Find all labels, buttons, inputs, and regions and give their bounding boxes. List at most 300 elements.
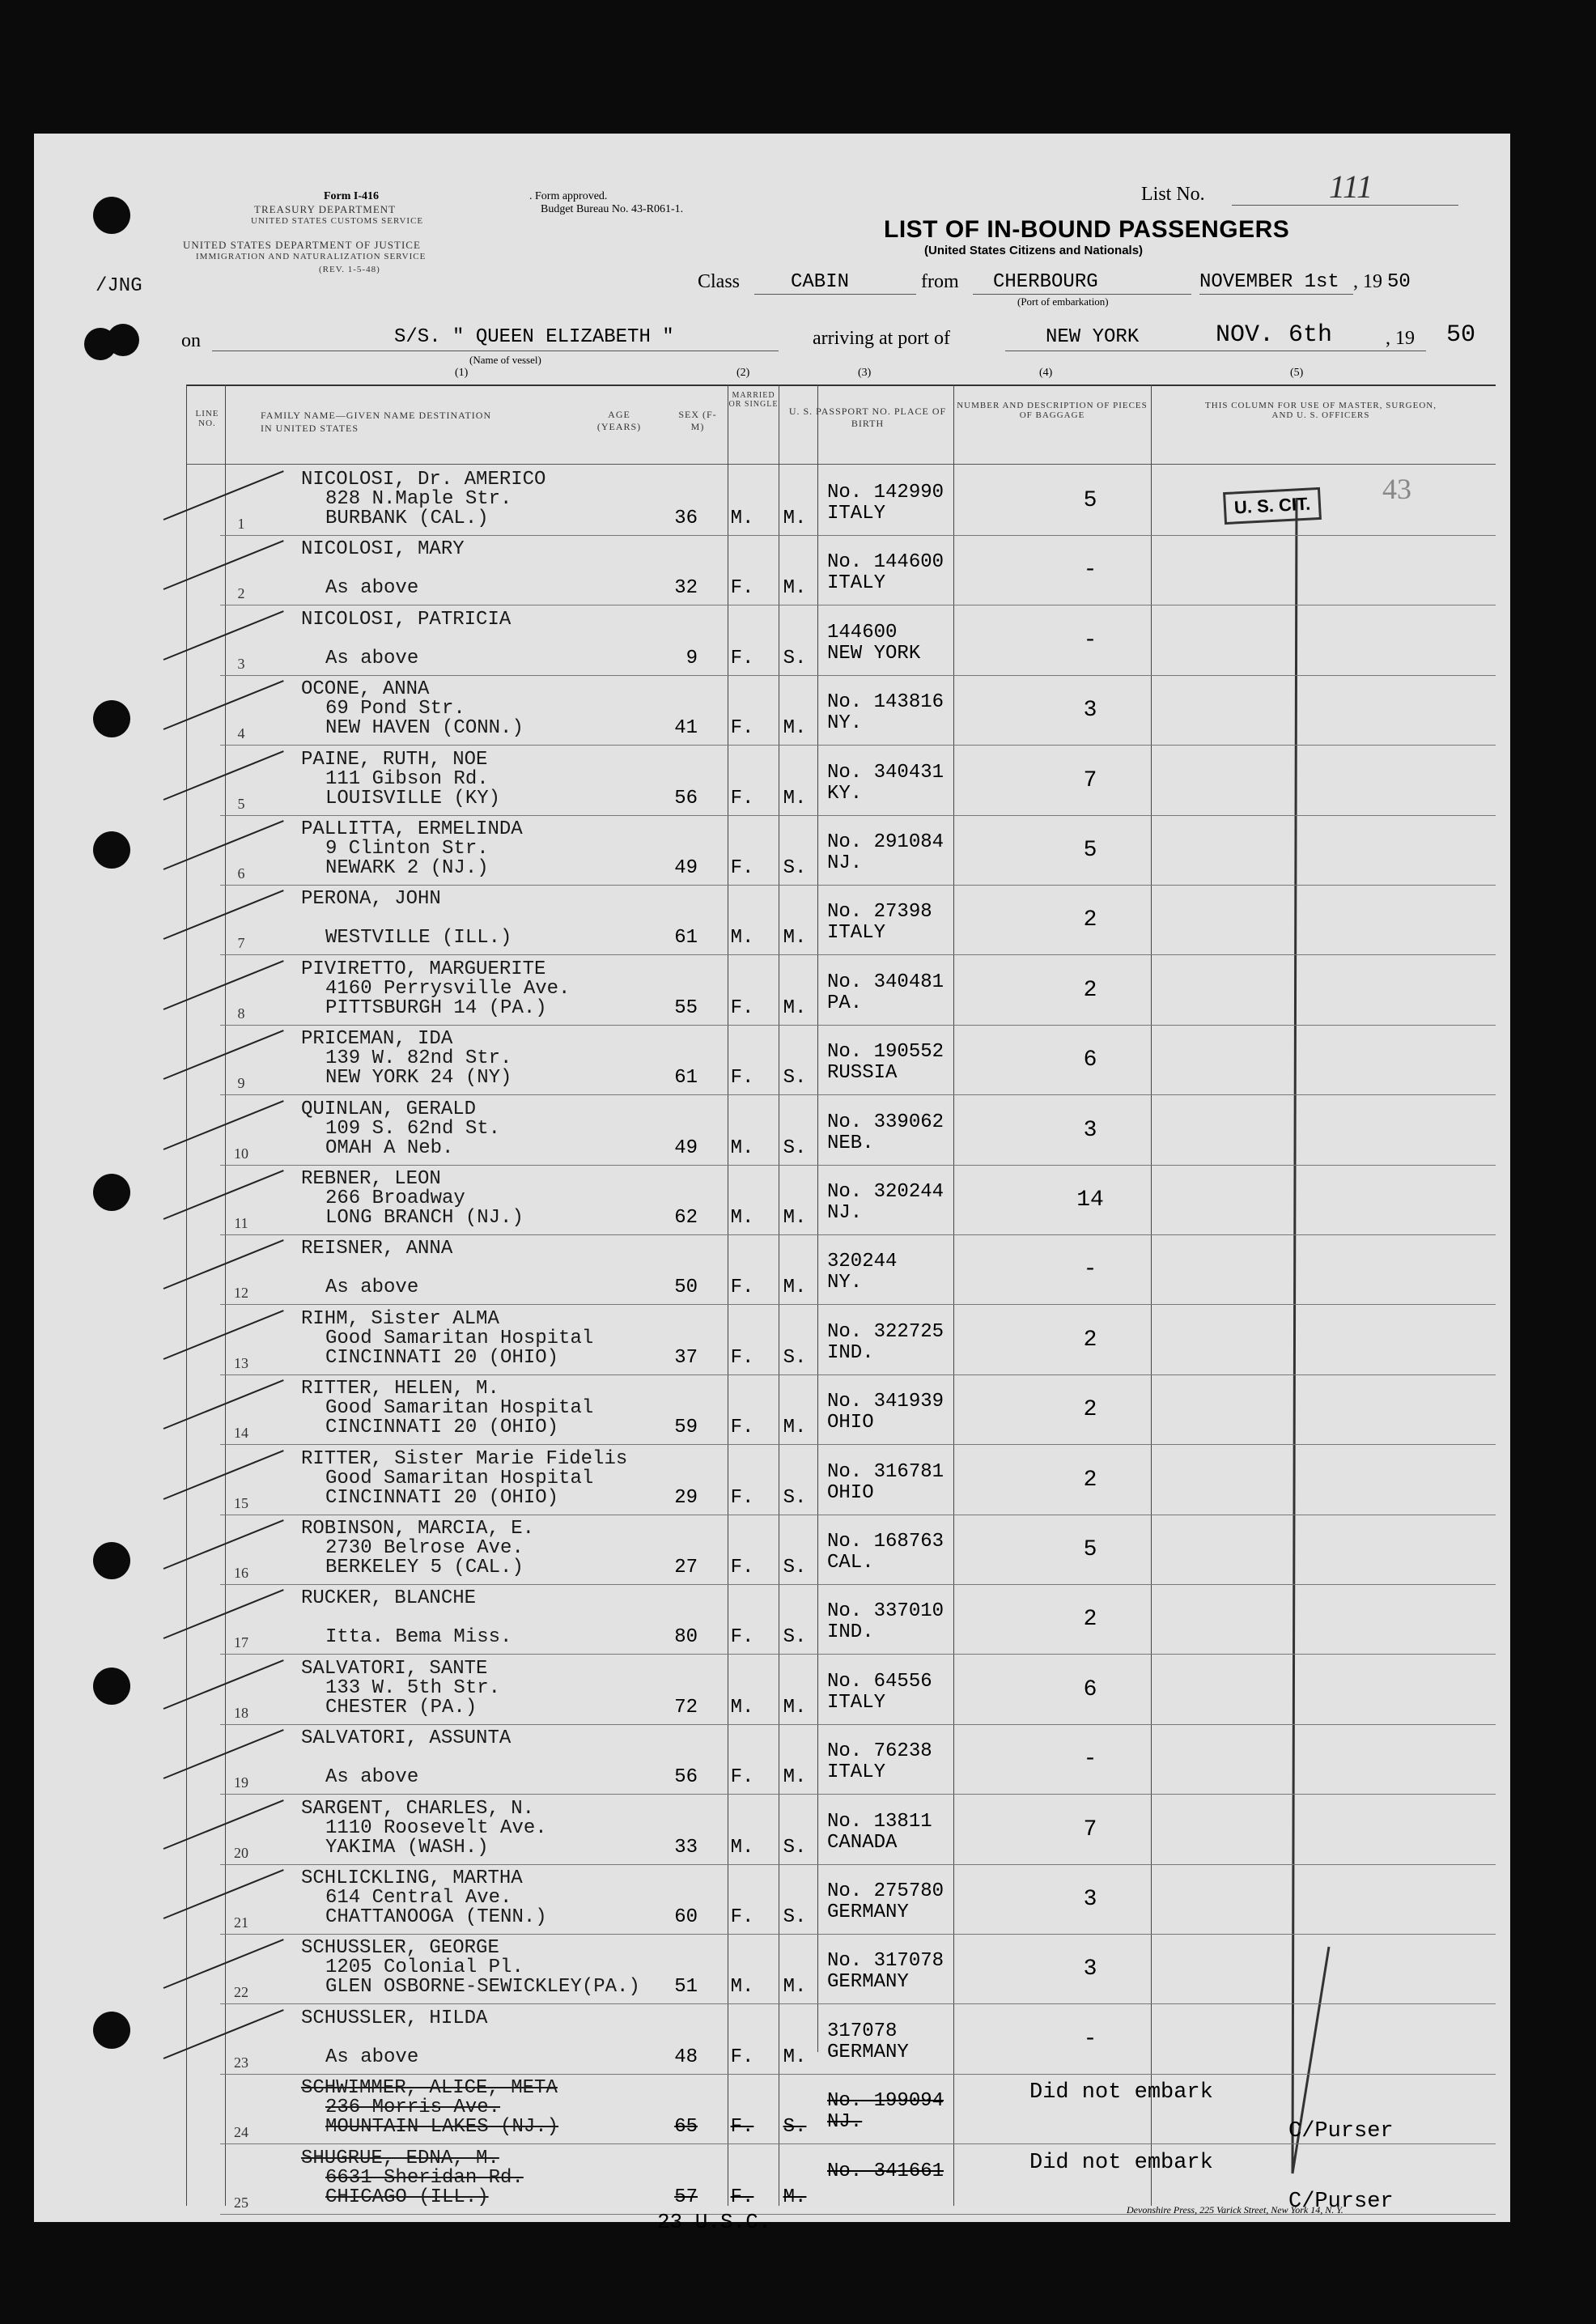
baggage-count: 2: [1083, 1607, 1097, 1633]
on-label: on: [181, 330, 201, 351]
destination: CHATTANOOGA (TENN.): [325, 1906, 547, 1928]
passport-number: 144600: [827, 621, 898, 644]
purser-signature-title: C/Purser: [1288, 2119, 1394, 2144]
line-number: 23: [234, 2054, 248, 2071]
marital-status: M.: [783, 508, 807, 529]
line-number: 21: [234, 1914, 248, 1931]
marital-status: M.: [783, 577, 807, 600]
marital-status: M.: [783, 1417, 807, 1439]
table-row: [220, 885, 1496, 955]
passport-number: No. 190552: [827, 1041, 944, 1064]
sex-value: F.: [730, 2116, 754, 2139]
destination: WESTVILLE (ILL.): [325, 927, 512, 950]
table-row: [220, 1234, 1496, 1305]
marital-status: M.: [783, 996, 807, 1019]
passport-number: No. 275780: [827, 1880, 944, 1902]
age-value: 61: [674, 927, 698, 950]
age-value: 65: [674, 2116, 698, 2139]
passenger-name: SCHWIMMER, ALICE, META: [301, 2077, 558, 2100]
age-value: 37: [674, 1346, 698, 1369]
col-header-officers: THIS COLUMN FOR USE OF MASTER, SURGEON, AND U. S. OFFICERS: [1205, 401, 1437, 420]
age-value: 61: [674, 1067, 698, 1090]
table-row: [220, 1795, 1496, 1865]
sex-value: M.: [730, 927, 754, 950]
passenger-name: NICOLOSI, MARY: [301, 538, 465, 561]
address-line: 139 W. 82nd Str.: [325, 1047, 512, 1070]
address-line: 1205 Colonial Pl.: [325, 1956, 524, 1979]
destination: As above: [325, 1277, 419, 1299]
passport-number: No. 316781: [827, 1460, 944, 1483]
baggage-count: 5: [1083, 1537, 1097, 1562]
baggage-count: -: [1083, 627, 1097, 653]
passenger-name: RIHM, Sister ALMA: [301, 1307, 499, 1330]
table-row: [220, 465, 1496, 536]
baggage-count: -: [1083, 1747, 1097, 1773]
sex-value: F.: [730, 857, 754, 879]
marital-status: M.: [783, 717, 807, 740]
place-of-birth: NJ.: [827, 2111, 863, 2134]
passenger-name: SALVATORI, SANTE: [301, 1657, 488, 1680]
line-number: 20: [234, 1844, 248, 1861]
departure-year: 50: [1387, 271, 1411, 293]
form-approved: . Form approved.: [529, 190, 608, 202]
age-value: 72: [674, 1696, 698, 1719]
place-of-birth: GERMANY: [827, 1971, 909, 1994]
baggage-count: 3: [1083, 1117, 1097, 1143]
baggage-count: 3: [1083, 1887, 1097, 1912]
passport-number: No. 199094: [827, 2090, 944, 2113]
passport-number: No. 341939: [827, 1391, 944, 1413]
class-value: CABIN: [791, 271, 850, 293]
address-line: 69 Pond Str.: [325, 698, 465, 720]
baggage-count: -: [1083, 2026, 1097, 2052]
place-of-birth: IND.: [827, 1341, 874, 1364]
sex-value: F.: [730, 2046, 754, 2068]
destination: As above: [325, 2046, 419, 2068]
destination: PITTSBURGH 14 (PA.): [325, 996, 547, 1019]
table-row: [220, 1724, 1496, 1795]
place-of-birth: ITALY: [827, 572, 886, 595]
table-row: [220, 1655, 1496, 1725]
citizen-stamp: U. S. CIT.: [1223, 487, 1322, 525]
from-value: CHERBOURG: [993, 271, 1098, 293]
from-label: from: [921, 271, 959, 292]
sex-value: M.: [730, 508, 754, 529]
marital-status: M.: [783, 927, 807, 950]
sex-value: F.: [730, 1417, 754, 1439]
age-value: 62: [674, 1207, 698, 1229]
arrival-date: NOV. 6th: [1216, 321, 1333, 349]
destination: OMAH A Neb.: [325, 1137, 454, 1159]
arriving-label: arriving at port of: [813, 328, 950, 349]
manifest-sheet: [34, 134, 1510, 2234]
address-line: 133 W. 5th Str.: [325, 1676, 501, 1699]
line-number: 1: [237, 516, 245, 532]
class-label: Class: [698, 271, 741, 292]
line-number: 14: [234, 1425, 248, 1442]
place-of-birth: KY.: [827, 782, 863, 805]
passenger-name: REBNER, LEON: [301, 1168, 441, 1190]
destination: NEW YORK 24 (NY): [325, 1067, 512, 1090]
customs-service: UNITED STATES CUSTOMS SERVICE: [251, 216, 424, 226]
passenger-name: SHUGRUE, EDNA, M.: [301, 2147, 499, 2169]
destination: As above: [325, 1766, 419, 1789]
place-of-birth: ITALY: [827, 503, 886, 525]
table-row: [220, 955, 1496, 1026]
col-number-1: (1): [455, 367, 469, 379]
marital-status: S.: [783, 1557, 807, 1578]
line-number: 25: [234, 2194, 248, 2211]
table-row: [220, 1025, 1496, 1095]
sex-value: F.: [730, 1277, 754, 1299]
baggage-count: 5: [1083, 838, 1097, 863]
passport-number: No. 337010: [827, 1600, 944, 1623]
form-number: Form I-416: [324, 190, 380, 202]
line-number: 11: [234, 1215, 248, 1231]
place-of-birth: CAL.: [827, 1552, 874, 1574]
table-row: [220, 1095, 1496, 1166]
baggage-count: 3: [1083, 1956, 1097, 1982]
passenger-name: PAINE, RUTH, NOE: [301, 748, 488, 771]
place-of-birth: OHIO: [827, 1481, 874, 1504]
address-line: 109 S. 62nd St.: [325, 1117, 501, 1140]
vessel-name: S/S. " QUEEN ELIZABETH ": [394, 326, 674, 348]
passenger-name: PIVIRETTO, MARGUERITE: [301, 958, 546, 980]
justice-dept: UNITED STATES DEPARTMENT OF JUSTICE: [183, 239, 421, 251]
line-number: 7: [237, 935, 245, 952]
passport-number: 320244: [827, 1251, 898, 1273]
sex-value: M.: [730, 1696, 754, 1719]
destination: YAKIMA (WASH.): [325, 1836, 489, 1859]
passenger-name: NICOLOSI, Dr. AMERICO: [301, 469, 546, 491]
address-line: 614 Central Ave.: [325, 1887, 512, 1909]
table-row: [220, 535, 1496, 605]
age-value: 56: [674, 787, 698, 809]
destination: NEW HAVEN (CONN.): [325, 717, 524, 740]
budget-bureau: Budget Bureau No. 43-R061-1.: [541, 203, 684, 215]
age-value: 60: [674, 1906, 698, 1928]
passenger-name: QUINLAN, GERALD: [301, 1098, 477, 1120]
col-header-passport: U. S. PASSPORT NO. PLACE OF BIRTH: [788, 406, 947, 429]
passenger-name: NICOLOSI, PATRICIA: [301, 608, 511, 631]
marital-status: S.: [783, 647, 807, 669]
passport-number: No. 322725: [827, 1320, 944, 1343]
document-title: LIST OF IN-BOUND PASSENGERS: [884, 216, 1290, 243]
baggage-count: 2: [1083, 1327, 1097, 1353]
passenger-name: RUCKER, BLANCHE: [301, 1587, 477, 1610]
marital-status: S.: [783, 1486, 807, 1509]
treasury-dept: TREASURY DEPARTMENT: [254, 203, 397, 215]
col-header-sex: SEX (F-M): [678, 409, 717, 432]
line-number: 18: [234, 1704, 248, 1721]
revision: (REV. 1-5-48): [319, 265, 380, 274]
destination: CINCINNATI 20 (OHIO): [325, 1486, 559, 1509]
table-row: [220, 2004, 1496, 2075]
address-line: 236 Morris Ave.: [325, 2097, 501, 2119]
address-line: 1110 Roosevelt Ave.: [325, 1816, 547, 1839]
destination: NEWARK 2 (NJ.): [325, 857, 489, 879]
passport-number: No. 340481: [827, 971, 944, 993]
col-number-3: (3): [858, 367, 872, 379]
destination: CINCINNATI 20 (OHIO): [325, 1417, 559, 1439]
age-value: 56: [674, 1766, 698, 1789]
line-number: 22: [234, 1984, 248, 2001]
punch-hole: [93, 197, 130, 234]
table-row: [220, 815, 1496, 886]
table-row: [220, 1374, 1496, 1445]
age-value: 55: [674, 996, 698, 1019]
age-value: 33: [674, 1836, 698, 1859]
place-of-birth: NJ.: [827, 852, 863, 874]
passport-number: No. 168763: [827, 1531, 944, 1553]
sex-value: F.: [730, 1486, 754, 1509]
baggage-count: -: [1083, 558, 1097, 584]
col-number-4: (4): [1039, 367, 1053, 379]
age-value: 9: [686, 647, 698, 669]
sex-value: F.: [730, 577, 754, 600]
place-of-birth: ITALY: [827, 1761, 886, 1784]
table-row: [220, 605, 1496, 676]
destination: CINCINNATI 20 (OHIO): [325, 1346, 559, 1369]
address-line: Good Samaritan Hospital: [325, 1467, 594, 1489]
place-of-birth: ITALY: [827, 922, 886, 945]
place-of-birth: CANADA: [827, 1831, 898, 1854]
passenger-name: SCHUSSLER, GEORGE: [301, 1937, 499, 1960]
place-of-birth: RUSSIA: [827, 1062, 898, 1085]
passenger-name: SARGENT, CHARLES, N.: [301, 1797, 535, 1820]
baggage-count: 2: [1083, 1397, 1097, 1423]
line-number: 3: [237, 655, 245, 672]
passenger-name: SALVATORI, ASSUNTA: [301, 1727, 511, 1750]
place-of-birth: GERMANY: [827, 2041, 909, 2063]
age-value: 36: [674, 508, 698, 529]
baggage-count: 3: [1083, 698, 1097, 724]
table-row: [220, 1864, 1496, 1935]
line-number: 5: [237, 795, 245, 812]
destination: BERKELEY 5 (CAL.): [325, 1557, 524, 1578]
line-number: 10: [234, 1145, 248, 1162]
baggage-count: 6: [1083, 1047, 1097, 1073]
address-line: Good Samaritan Hospital: [325, 1327, 594, 1349]
document-subtitle: (United States Citizens and Nationals): [924, 244, 1144, 257]
col-header-married: MARRIED OR SINGLE: [728, 391, 779, 409]
age-value: 57: [674, 2186, 698, 2208]
marital-status: S.: [783, 857, 807, 879]
punch-hole: [93, 1174, 130, 1211]
table-row: [220, 1515, 1496, 1585]
list-no-label: List No.: [1141, 184, 1205, 205]
officer-remark: Did not embark: [1029, 2080, 1213, 2105]
age-value: 48: [674, 2046, 698, 2068]
passport-number: No. 76238: [827, 1740, 932, 1763]
passport-number: No. 340431: [827, 761, 944, 784]
destination: GLEN OSBORNE-SEWICKLEY(PA.): [325, 1976, 640, 1999]
place-of-birth: NY.: [827, 1272, 863, 1294]
arrival-port: NEW YORK: [1046, 326, 1140, 348]
sex-value: F.: [730, 1626, 754, 1649]
punch-hole: [93, 1542, 130, 1579]
address-line: 266 Broadway: [325, 1187, 465, 1209]
passenger-name: RITTER, Sister Marie Fidelis: [301, 1447, 628, 1470]
punch-hole: [93, 700, 130, 737]
sex-value: F.: [730, 1766, 754, 1789]
table-row: [220, 1934, 1496, 2004]
marital-status: S.: [783, 1346, 807, 1369]
line-number: 24: [234, 2124, 248, 2141]
line-number: 19: [234, 1774, 248, 1791]
sex-value: F.: [730, 1067, 754, 1090]
passenger-name: ROBINSON, MARCIA, E.: [301, 1518, 535, 1540]
passenger-name: SCHUSSLER, HILDA: [301, 2007, 488, 2029]
passport-number: No. 339062: [827, 1111, 944, 1133]
sex-value: F.: [730, 1906, 754, 1928]
marital-status: S.: [783, 2116, 807, 2139]
passenger-name: PERONA, JOHN: [301, 888, 441, 911]
vessel-caption: (Name of vessel): [469, 354, 541, 366]
marital-status: M.: [783, 1766, 807, 1789]
age-value: 29: [674, 1486, 698, 1509]
passport-number: No. 291084: [827, 831, 944, 853]
destination: LOUISVILLE (KY): [325, 787, 501, 809]
place-of-birth: NEW YORK: [827, 642, 921, 665]
sex-value: M.: [730, 1207, 754, 1229]
age-value: 51: [674, 1976, 698, 1999]
marital-status: M.: [783, 1277, 807, 1299]
year-prefix: , 19: [1353, 271, 1382, 292]
passenger-name: PRICEMAN, IDA: [301, 1028, 453, 1051]
baggage-count: 5: [1083, 488, 1097, 513]
age-value: 50: [674, 1277, 698, 1299]
margin-initials: /JNG: [96, 275, 142, 297]
place-of-birth: GERMANY: [827, 1901, 909, 1923]
baggage-count: 7: [1083, 767, 1097, 793]
punch-hole: [93, 831, 130, 869]
marital-status: S.: [783, 1906, 807, 1928]
line-number: 9: [237, 1075, 245, 1092]
line-number: 16: [234, 1565, 248, 1581]
marital-status: M.: [783, 1207, 807, 1229]
sex-value: F.: [730, 1346, 754, 1369]
sex-value: M.: [730, 1976, 754, 1999]
departure-date: NOVEMBER 1st: [1199, 271, 1339, 293]
destination: CHICAGO (ILL.): [325, 2186, 489, 2208]
col-header-age: AGE (YEARS): [596, 409, 642, 432]
passport-number: No. 142990: [827, 482, 944, 503]
passport-number: No. 64556: [827, 1670, 932, 1693]
marital-status: S.: [783, 1137, 807, 1159]
immigration-service: IMMIGRATION AND NATURALIZATION SERVICE: [196, 252, 427, 261]
sex-value: M.: [730, 1137, 754, 1159]
baggage-count: 2: [1083, 1467, 1097, 1493]
sex-value: F.: [730, 787, 754, 809]
officer-remark: Did not embark: [1029, 2150, 1213, 2175]
baggage-count: 2: [1083, 907, 1097, 933]
line-number: 8: [237, 1005, 245, 1022]
passenger-name: OCONE, ANNA: [301, 678, 430, 701]
passport-number: No. 144600: [827, 551, 944, 574]
stamp-note: 43: [1382, 473, 1411, 505]
passenger-name: PALLITTA, ERMELINDA: [301, 818, 523, 840]
sex-value: F.: [730, 717, 754, 740]
col-number-2: (2): [736, 367, 750, 379]
table-row: [220, 675, 1496, 746]
punch-hole: [107, 324, 139, 356]
passport-number: No. 320244: [827, 1181, 944, 1203]
line-number: 17: [234, 1634, 248, 1651]
place-of-birth: OHIO: [827, 1412, 874, 1434]
printer-note: Devonshire Press, 225 Varick Street, New York 14, N. Y.: [1127, 2204, 1343, 2216]
marital-status: M.: [783, 1696, 807, 1719]
sex-value: F.: [730, 647, 754, 669]
destination: As above: [325, 577, 419, 600]
destination: As above: [325, 647, 419, 669]
age-value: 49: [674, 1137, 698, 1159]
table-row: [220, 746, 1496, 816]
sex-value: M.: [730, 1836, 754, 1859]
destination: CHESTER (PA.): [325, 1696, 478, 1719]
col-header-line-no: LINE NO.: [195, 409, 219, 428]
address-line: 9 Clinton Str.: [325, 838, 489, 860]
passport-number: No. 143816: [827, 691, 944, 714]
col-number-5: (5): [1290, 367, 1304, 379]
line-number: 15: [234, 1494, 248, 1511]
marital-status: M.: [783, 2186, 807, 2208]
sex-value: F.: [730, 2186, 754, 2208]
marital-status: S.: [783, 1836, 807, 1859]
destination: Itta. Bema Miss.: [325, 1626, 512, 1649]
passport-number: No. 317078: [827, 1950, 944, 1973]
place-of-birth: NJ.: [827, 1202, 863, 1224]
marital-status: M.: [783, 2046, 807, 2068]
age-value: 80: [674, 1626, 698, 1649]
place-of-birth: IND.: [827, 1621, 874, 1644]
address-line: Good Samaritan Hospital: [325, 1397, 594, 1420]
col-header-name: FAMILY NAME—GIVEN NAME DESTINATION IN UNITED STATES: [261, 410, 492, 434]
table-row: [220, 1165, 1496, 1235]
sex-value: F.: [730, 1557, 754, 1578]
age-value: 27: [674, 1557, 698, 1578]
passenger-name: SCHLICKLING, MARTHA: [301, 1867, 523, 1889]
purser-signature-title: C/Purser: [1288, 2189, 1394, 2214]
sex-value: F.: [730, 996, 754, 1019]
passport-number: No. 341661: [827, 2160, 944, 2182]
punch-hole: [93, 2012, 130, 2049]
place-of-birth: ITALY: [827, 1691, 886, 1714]
address-line: 828 N.Maple Str.: [325, 488, 512, 510]
place-of-birth: PA.: [827, 992, 863, 1014]
destination: MOUNTAIN LAKES (NJ.): [325, 2116, 559, 2139]
age-value: 59: [674, 1417, 698, 1439]
baggage-count: 6: [1083, 1676, 1097, 1702]
marital-status: S.: [783, 1626, 807, 1649]
line-number: 6: [237, 865, 245, 882]
passenger-name: REISNER, ANNA: [301, 1238, 453, 1260]
footer-code: 23 U.S.C.: [657, 2210, 771, 2234]
age-value: 49: [674, 857, 698, 879]
address-line: 2730 Belrose Ave.: [325, 1537, 524, 1559]
baggage-count: 7: [1083, 1816, 1097, 1842]
table-row: [220, 1584, 1496, 1655]
marital-status: M.: [783, 787, 807, 809]
line-number: 4: [237, 725, 245, 742]
baggage-count: -: [1083, 1257, 1097, 1283]
list-no-value: 111: [1329, 168, 1373, 205]
table-row: [220, 1445, 1496, 1515]
address-line: 111 Gibson Rd.: [325, 767, 489, 790]
marital-status: S.: [783, 1067, 807, 1090]
age-value: 32: [674, 577, 698, 600]
place-of-birth: NY.: [827, 712, 863, 735]
